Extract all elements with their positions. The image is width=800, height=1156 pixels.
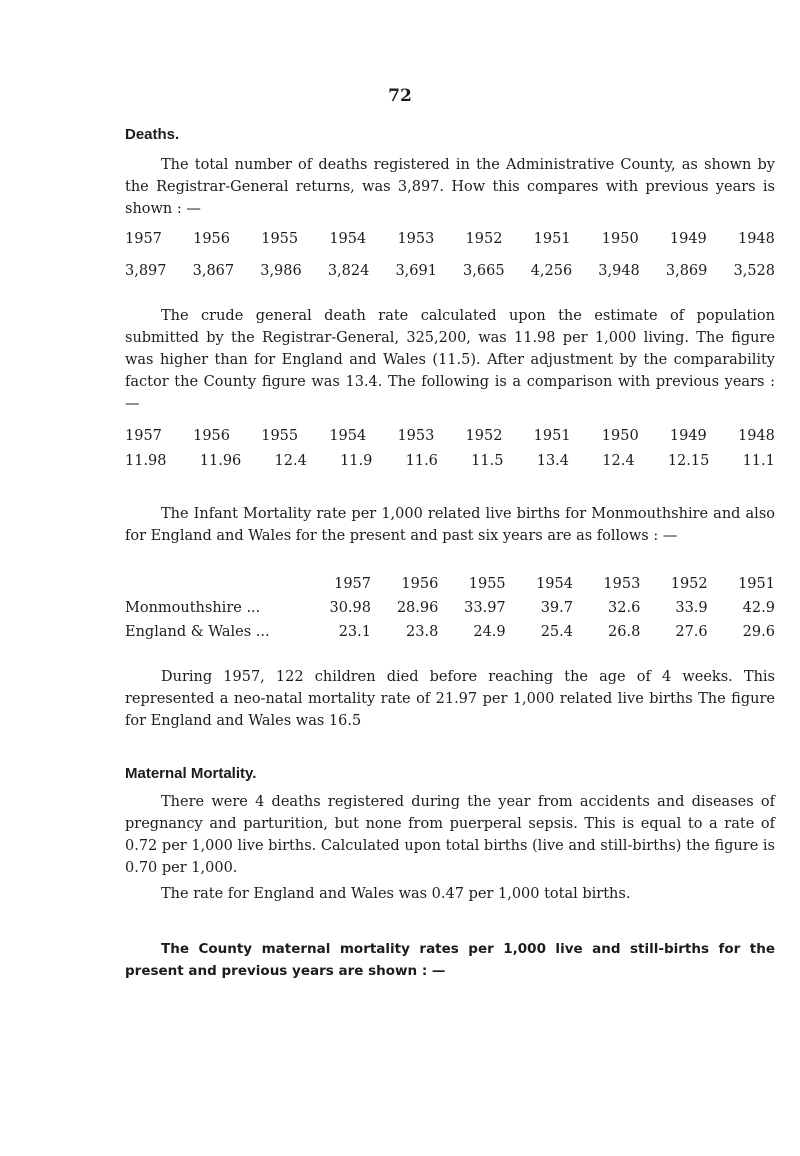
value-cell: 25.4 [540,624,573,640]
year-cell: 1949 [669,231,707,247]
year-cell: 1956 [193,231,231,247]
count-cell: 3,824 [327,263,370,279]
year-cell: 1951 [533,428,571,444]
value-cell: 23.1 [338,624,371,640]
deaths-heading: Deaths. [125,126,180,143]
year-cell: 1952 [465,428,503,444]
table-row [125,620,775,644]
rate-cell: 11.96 [199,453,242,469]
value-cell: 33.9 [675,600,708,616]
rates-row [125,453,775,469]
year-cell: 1954 [329,231,367,247]
count-cell: 3,897 [125,263,167,279]
crude-death-rate-paragraph: The crude general death rate calculated upon the estimate of population submitted by the Registrar-General, 325,200, was 11.98 per 1,000 living. The figure was higher than for England and Wales (11.5). After adjustment by the comparability factor the County figure was 13.4. The following is a comparison with previous years : — [125,308,775,412]
value-cell: 24.9 [473,624,506,640]
count-cell: 3,665 [463,263,505,279]
rate-cell: 11.6 [405,453,438,469]
rate-cell: 12.4 [602,453,635,469]
rate-cell: 11.9 [340,453,373,469]
page-number: 72 [388,86,412,106]
rate-cell: 11.1 [742,453,775,469]
value-cell: 32.6 [608,600,641,616]
year-cell: 1952 [465,231,503,247]
count-cell: 3,986 [260,263,302,279]
year-cell: 1953 [603,576,641,592]
deaths-counts-row [125,263,775,279]
deaths-intro-paragraph: The total number of deaths registered in the Administrative County, as shown by the Registrar-General returns, was 3,897. How this compares with previous years is shown : — [125,157,775,217]
england-wales-rate-paragraph: The rate for England and Wales was 0.47 per 1,000 total births. [161,886,631,902]
year-cell: 1954 [329,428,367,444]
row-label: England & Wales ... [125,624,270,640]
table-row [125,596,775,620]
count-cell: 4,256 [530,263,573,279]
infant-mortality-paragraph: The Infant Mortality rate per 1,000 related live births for Monmouthshire and also for England and Wales for the present and past six years are as follows : — [125,506,775,544]
deaths-years-row [125,231,775,247]
year-cell: 1948 [737,428,775,444]
year-cell: 1951 [738,576,775,592]
count-cell: 3,867 [192,263,235,279]
year-cell: 1950 [601,428,639,444]
year-cell: 1956 [401,576,439,592]
year-cell: 1955 [468,576,506,592]
value-cell: 29.6 [742,624,775,640]
county-maternal-rates-paragraph: The County maternal mortality rates per 1,000 live and still-births for the present and previous years are shown : — [125,941,775,979]
maternal-mortality-paragraph: There were 4 deaths registered during the year from accidents and diseases of pregnancy and parturition, but none from puerperal sepsis. This is equal to a rate of 0.72 per 1,000 live births. Calculated upon total births (live and still-births) the figure is 0.70 per 1,000. [125,794,775,876]
rate-years-row [125,428,775,444]
year-cell: 1957 [125,428,162,444]
year-cell: 1949 [669,428,707,444]
year-cell: 1957 [125,231,162,247]
year-cell: 1956 [193,428,231,444]
year-cell: 1955 [261,231,299,247]
count-cell: 3,948 [598,263,640,279]
value-cell: 33.97 [464,600,506,616]
count-cell: 3,869 [665,263,708,279]
value-cell: 39.7 [540,600,573,616]
year-cell: 1952 [670,576,708,592]
rate-cell: 13.4 [536,453,570,469]
table-header-row [125,572,775,596]
rate-cell: 11.5 [471,453,504,469]
rate-cell: 11.98 [125,453,167,469]
value-cell: 42.9 [742,600,775,616]
rate-cell: 12.4 [274,453,307,469]
value-cell: 27.6 [675,624,708,640]
row-label: Monmouthshire ... [125,600,261,616]
year-cell: 1957 [334,576,371,592]
year-cell: 1953 [397,428,435,444]
value-cell: 26.8 [608,624,641,640]
rate-cell: 12.15 [667,453,710,469]
value-cell: 28.96 [396,600,439,616]
neonatal-mortality-paragraph: During 1957, 122 children died before reaching the age of 4 weeks. This represented a neo-natal mortality rate of 21.97 per 1,000 related live births The figure for England and Wales was 16.5 [125,669,775,729]
year-cell: 1951 [533,231,571,247]
year-cell: 1955 [261,428,299,444]
maternal-mortality-heading: Maternal Mortality. [125,765,257,782]
value-cell: 30.98 [329,600,371,616]
year-cell: 1953 [397,231,435,247]
year-cell: 1954 [536,576,573,592]
count-cell: 3,691 [395,263,437,279]
count-cell: 3,528 [733,263,775,279]
year-cell: 1948 [737,231,775,247]
infant-mortality-table [125,572,775,644]
value-cell: 23.8 [406,624,439,640]
year-cell: 1950 [601,231,639,247]
